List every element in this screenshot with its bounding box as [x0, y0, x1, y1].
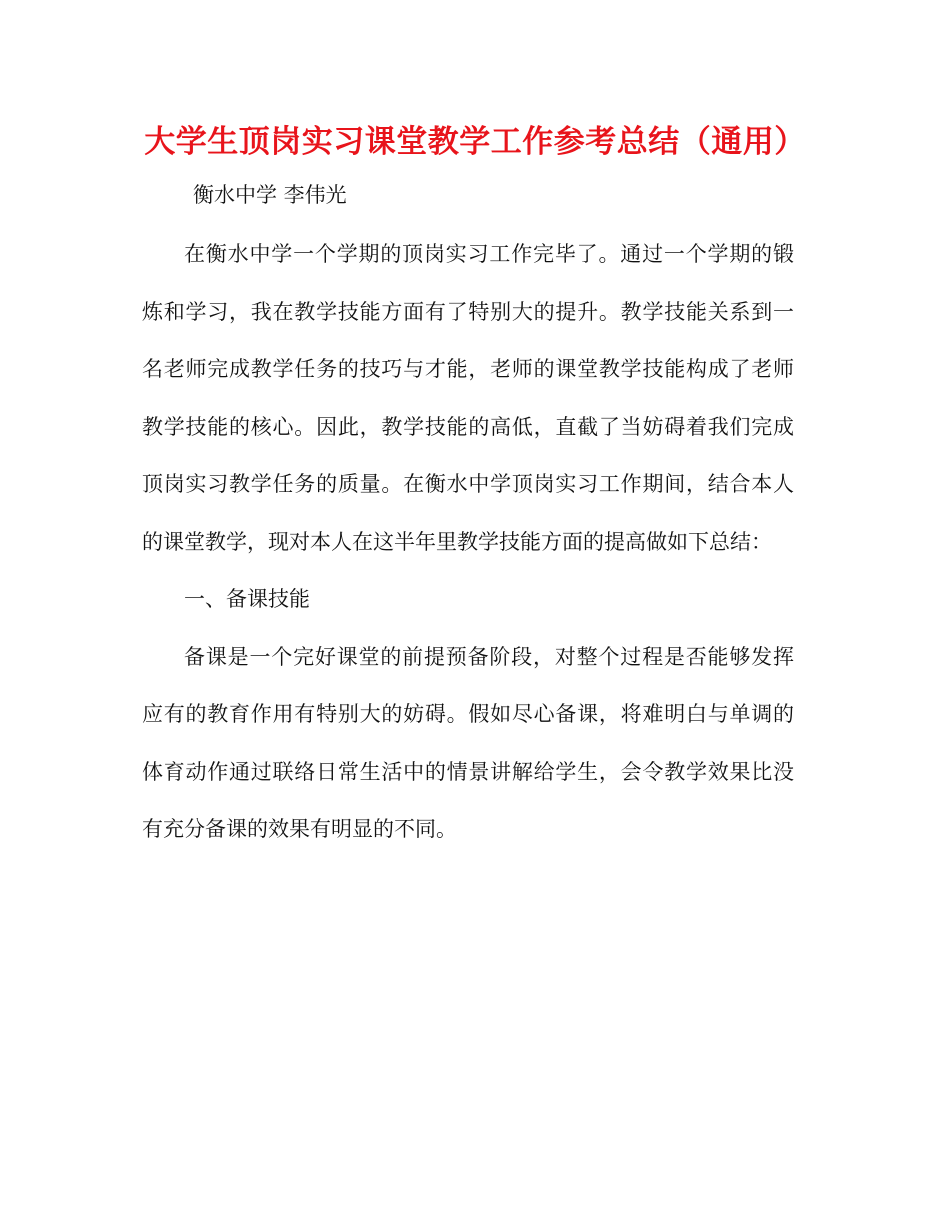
- text-line: 在衡水中学一个学期的顶岗实习工作完毕了。通过一个学期的锻: [184, 242, 794, 266]
- text-line: 有充分备课的效果有明显的不同。: [142, 817, 457, 841]
- text-line: 名老师完成教学任务的技巧与才能，老师的课堂教学技能构成了老师: [142, 357, 794, 381]
- author-line: 衡水中学 李伟光: [193, 183, 347, 207]
- document-body: [142, 236, 794, 869]
- document-title: 大学生顶岗实习课堂教学工作参考总结（通用）: [144, 124, 806, 160]
- text-line: 应有的教育作用有特别大的妨碍。假如尽心备课，将难明白与单调的: [142, 702, 794, 726]
- text-line: 顶岗实习教学任务的质量。在衡水中学顶岗实习工作期间，结合本人: [142, 472, 794, 496]
- text-line: 的课堂教学，现对本人在这半年里教学技能方面的提高做如下总结：: [142, 529, 772, 554]
- text-line: 炼和学习，我在教学技能方面有了特别大的提升。教学技能关系到一: [142, 299, 794, 324]
- text-line: 教学技能的核心。因此，教学技能的高低，直截了当妨碍着我们完成: [142, 414, 794, 439]
- text-line: 体育动作通过联络日常生活中的情景讲解给学生，会令教学效果比没: [142, 759, 794, 784]
- text-line: 一、备课技能: [184, 587, 310, 611]
- text-line: 备课是一个完好课堂的前提预备阶段，对整个过程是否能够发挥: [184, 644, 794, 669]
